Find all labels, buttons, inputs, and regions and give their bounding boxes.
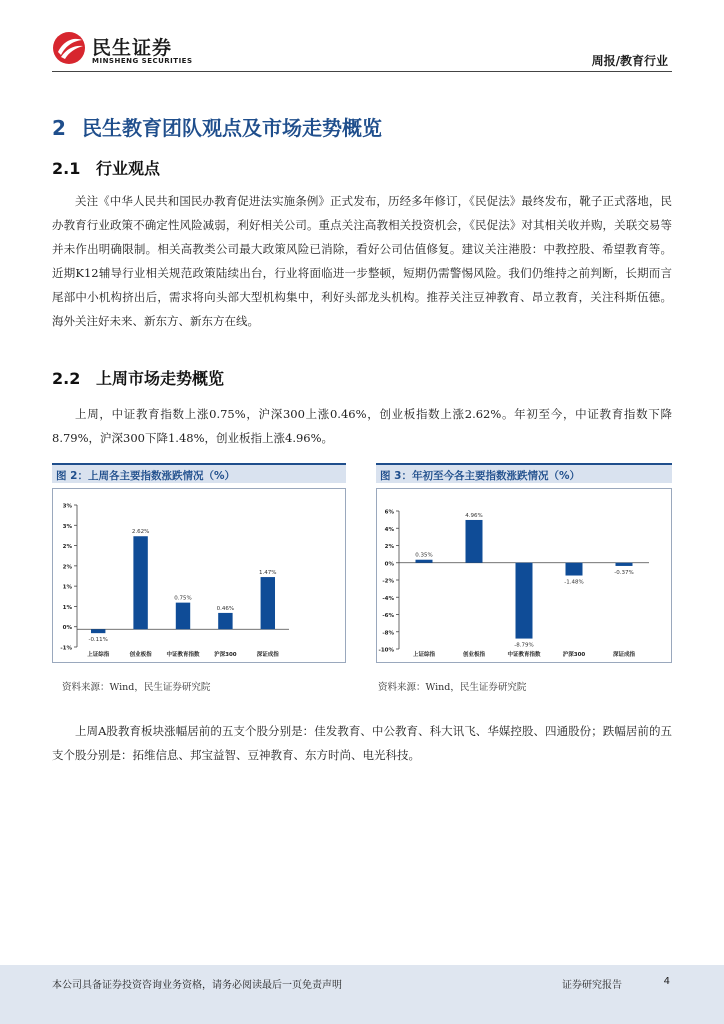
data-label: 2.62% <box>131 529 150 536</box>
header-divider <box>52 71 672 72</box>
figure-2-caption: 图 2：上周各主要指数涨跌情况（%） <box>52 463 346 483</box>
data-label: 0.35% <box>415 552 433 559</box>
section-2-number: 2 <box>52 116 66 140</box>
category-label: 上证综指 <box>412 652 436 658</box>
footer-doc-type: 证券研究报告 <box>562 980 622 991</box>
data-label: 4.96% <box>465 512 483 519</box>
section-2-2-number: 2.2 <box>52 369 81 388</box>
market-overview-paragraph: 上周，中证教育指数上涨0.75%，沪深300上涨0.46%，创业板指数上涨2.62%。年初至今，中证教育指数下降8.79%，沪深300下降1.48%，创业板指上涨4.96%。 <box>52 407 672 445</box>
section-2-1-title: 行业观点 <box>96 159 161 178</box>
y-tick-label: 1% <box>62 604 72 611</box>
y-tick-label: 2% <box>384 544 394 550</box>
category-label: 上证综指 <box>87 652 110 658</box>
category-label: 沪深300 <box>562 652 586 658</box>
bar <box>133 536 147 629</box>
section-2-heading <box>52 112 382 141</box>
bar <box>616 563 633 566</box>
bar <box>261 577 275 629</box>
y-tick-label: -2% <box>382 578 394 585</box>
bar <box>566 563 583 576</box>
category-label: 中证教育指数 <box>507 652 541 658</box>
page-footer <box>0 965 724 1024</box>
data-label: 0.46% <box>216 605 235 612</box>
minsheng-logo-icon <box>52 31 86 65</box>
page-header <box>0 0 724 80</box>
y-tick-label: 0% <box>62 625 72 632</box>
category-label: 中证教育指数 <box>166 652 200 658</box>
figure-3-svg <box>377 489 671 662</box>
data-label: -8.79% <box>514 642 534 649</box>
figure-3-chart <box>376 488 672 663</box>
category-label: 创业板指 <box>462 652 486 658</box>
bar <box>91 629 105 633</box>
bar <box>466 520 483 563</box>
y-tick-label: 3% <box>62 503 72 510</box>
section-2-2-heading <box>52 366 224 389</box>
data-label: 1.47% <box>259 570 277 577</box>
data-label: -0.11% <box>88 637 108 644</box>
y-tick-label: 6% <box>384 509 394 516</box>
y-tick-label: 2% <box>62 544 72 551</box>
category-label: 沪深300 <box>214 652 237 658</box>
section-2-2-title: 上周市场走势概览 <box>96 369 225 388</box>
y-tick-label: 2% <box>62 564 72 571</box>
company-logo <box>52 31 202 71</box>
y-tick-label: -4% <box>382 595 394 602</box>
category-label: 深证成指 <box>256 652 279 658</box>
figure-3-caption: 图 3：年初至今各主要指数涨跌情况（%） <box>376 463 672 483</box>
logo-english-name: MINSHENG SECURITIES <box>92 57 193 65</box>
figure-2-chart <box>52 488 346 663</box>
figure-3-source: 资料来源：Wind，民生证券研究院 <box>378 682 527 693</box>
section-2-1-heading <box>52 156 160 179</box>
y-tick-label: -10% <box>378 647 394 654</box>
page-number: 4 <box>663 976 670 987</box>
bar <box>516 563 533 639</box>
y-tick-label: -8% <box>382 630 394 637</box>
stock-movers-paragraph: 上周A股教育板块涨幅居前的五支个股分别是：佳发教育、中公教育、科大讯飞、华媒控股、四通股份；跌幅居前的五支个股分别是：拓维信息、邦宝益智、豆神教育、东方时尚、电光科技。 <box>52 724 672 762</box>
section-2-title: 民生教育团队观点及市场走势概览 <box>82 116 382 140</box>
section-2-1-number: 2.1 <box>52 159 81 178</box>
y-tick-label: -6% <box>382 613 394 619</box>
category-label: 深证成指 <box>612 652 636 658</box>
category-label: 创业板指 <box>129 652 152 658</box>
y-tick-label: 1% <box>62 584 72 591</box>
report-type-label: 周报/教育行业 <box>591 54 668 68</box>
y-tick-label: -1% <box>60 645 72 652</box>
data-label: -1.48% <box>564 579 584 586</box>
logo-chinese-name: 民生证券 <box>92 37 173 59</box>
figure-2-source: 资料来源：Wind，民生证券研究院 <box>62 682 211 693</box>
bar <box>416 560 433 563</box>
bar <box>176 603 190 630</box>
figure-2-svg <box>53 489 345 662</box>
industry-view-paragraph: 关注《中华人民共和国民办教育促进法实施条例》正式发布，历经多年修订，《民促法》最终发布，靴子正式落地，民办教育行业政策不确定性风险减弱，利好相关公司。重点关注高教相关投资机会，《民促法》对其相关收并购，关联交易等并未作出明确限制。相关高教类公司最大政策风险已消除，看好公司估值修复。建议关注港股：中教控股、希望教育等。近期K12辅导行业相关规范政策陆续出台，行业将面临进一步整顿，短期仍需警惕风险。我们仍维持之前判断，长期而言尾部中小机构挤出后，需求将向头部大型机构集中，利好头部龙头机构。推荐关注豆神教育、昂立教育，关注科斯伍德。海外关注好未来、新东方、新东方在线。 <box>52 194 672 328</box>
y-tick-label: 3% <box>62 523 72 530</box>
bar <box>218 613 232 629</box>
footer-disclaimer: 本公司具备证券投资咨询业务资格，请务必阅读最后一页免责声明 <box>52 980 342 991</box>
y-tick-label: 4% <box>384 526 394 533</box>
data-label: 0.75% <box>174 595 192 602</box>
y-tick-label: 0% <box>384 561 394 568</box>
data-label: -0.37% <box>614 569 634 576</box>
